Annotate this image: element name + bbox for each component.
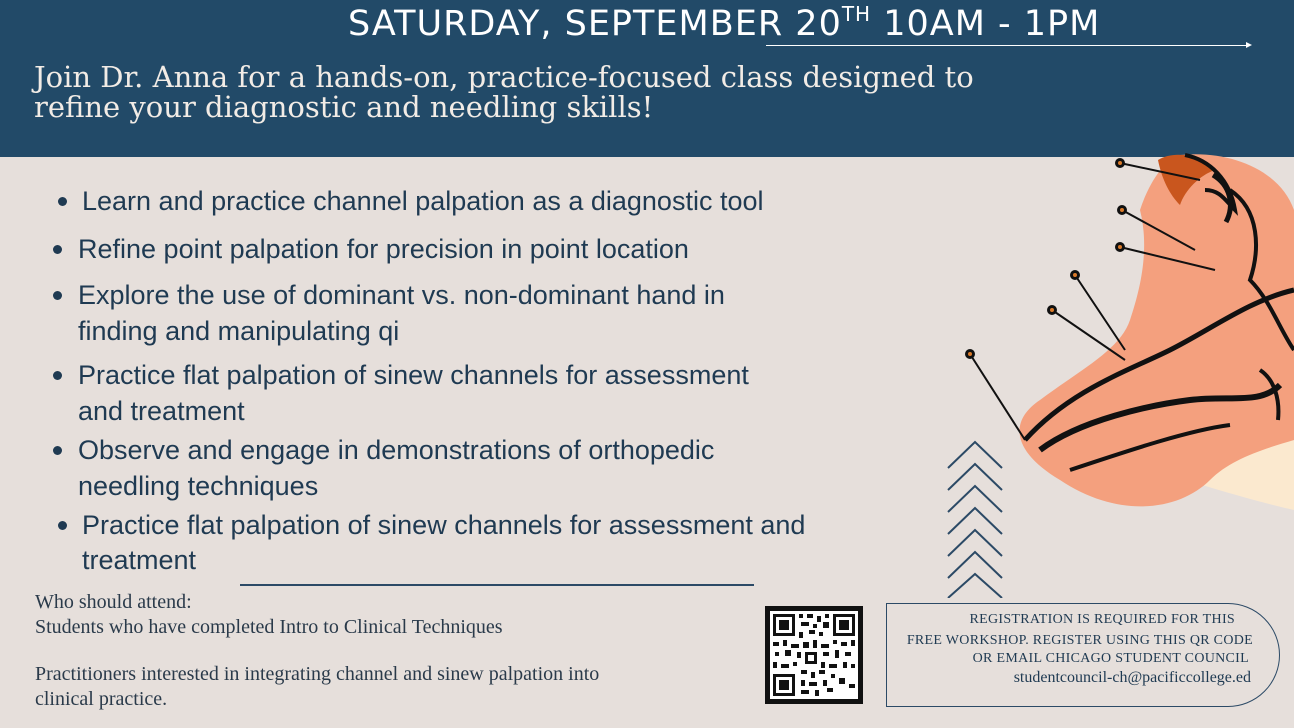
registration-line-3: OR EMAIL CHICAGO STUDENT COUNCIL (972, 651, 1249, 666)
intro-line-1: Join Dr. Anna for a hands-on, practice-focused class designed to (34, 60, 974, 94)
registration-line-2: FREE WORKSHOP. REGISTER USING THIS QR CODE (906, 633, 1253, 648)
bullet-6-line-2: treatment (82, 545, 197, 575)
bullet-dot-icon (53, 291, 62, 300)
bullet-1-line-1: Learn and practice channel palpation as a diagnostic tool (82, 186, 764, 216)
who-line-3: clinical practice. (35, 688, 168, 710)
bullet-dot-icon (53, 245, 62, 254)
bullet-4-line-2: and treatment (78, 396, 245, 426)
bullet-dot-icon (53, 446, 62, 455)
bullet-3-line-2: finding and manipulating qi (78, 316, 400, 346)
divider-line (240, 584, 754, 586)
bullet-5-line-2: needling techniques (78, 471, 319, 501)
registration-email-link[interactable]: studentcouncil-ch@pacificcollege.ed (1013, 669, 1251, 686)
bullet-5-line-1: Observe and engage in demonstrations of orthopedic (78, 435, 715, 465)
registration-line-1: REGISTRATION IS REQUIRED FOR THIS (969, 612, 1235, 627)
who-line-2: Practitioners interested in integrating channel and sinew palpation into (35, 663, 600, 685)
qr-code-icon[interactable] (765, 606, 863, 704)
who-line-1: Students who have completed Intro to Clinical Techniques (35, 616, 503, 638)
bullet-dot-icon (58, 197, 67, 206)
bullet-6-line-1: Practice flat palpation of sinew channels for assessment and (82, 510, 806, 540)
bullet-3-line-1: Explore the use of dominant vs. non-dominant hand in (78, 280, 725, 310)
who-heading: Who should attend: (35, 591, 192, 613)
bullet-dot-icon (53, 371, 62, 380)
registration-box (886, 603, 1280, 707)
bullet-2-line-1: Refine point palpation for precision in point location (78, 234, 689, 264)
event-date: SATURDAY, SEPTEMBER 20TH 10AM - 1PM (348, 2, 1101, 44)
bullet-4-line-1: Practice flat palpation of sinew channels for assessment (78, 360, 749, 390)
acupuncture-neck-illustration (930, 150, 1294, 550)
arrow-icon (1246, 42, 1252, 48)
intro-line-2: refine your diagnostic and needling skills! (34, 90, 654, 124)
bullet-dot-icon (58, 521, 67, 530)
